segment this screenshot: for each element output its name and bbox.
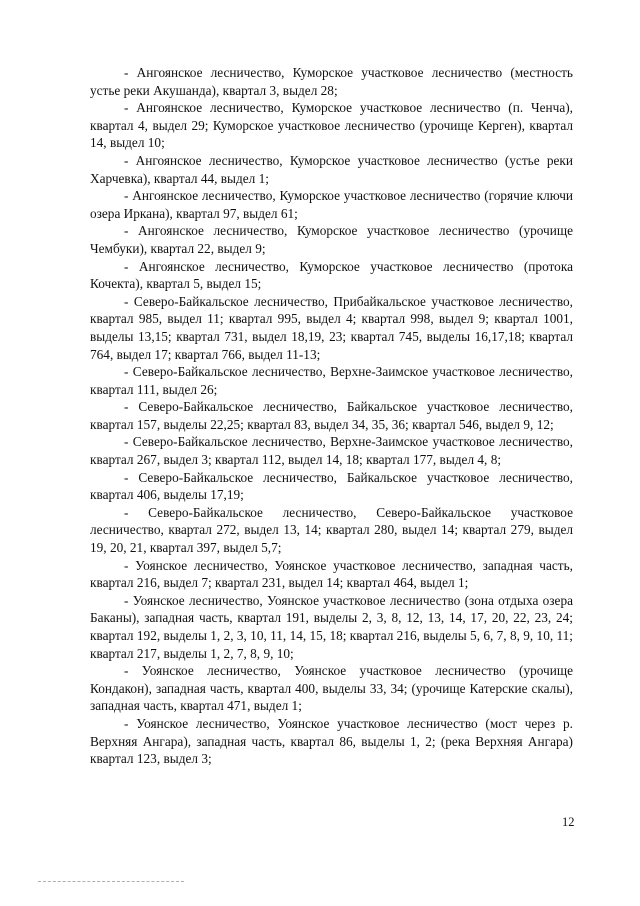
list-item: - Уоянское лесничество, Уоянское участковое лесничество (урочище Кондакон), западная часть, квартал 400, выделы 33, 34; (урочище Катерские скалы), западная часть, квартал 471, выдел 1;	[90, 663, 573, 714]
list-item: - Уоянское лесничество, Уоянское участковое лесничество, западная часть, квартал 216, выдел 7; квартал 231, выдел 14; квартал 464, выдел 1;	[90, 557, 573, 591]
footer-divider	[38, 881, 184, 883]
list-item: - Ангоянское лесничество, Куморское участковое лесничество (устье реки Харчевка), квартал 44, выдел 1;	[90, 152, 573, 186]
list-item: - Северо-Байкальское лесничество, Северо-Байкальское участковое лесничество, квартал 272, выдел 13, 14; квартал 280, выдел 14; квартал 279, выдел 19, 20, 21, квартал 397, выдел 5,7;	[90, 504, 573, 556]
list-item: - Уоянское лесничество, Уоянское участковое лесничество (мост через р. Верхняя Ангара), западная часть, квартал 86, выделы 1, 2; (река Верхняя Ангара) квартал 123, выдел 3;	[90, 715, 573, 767]
list-item: - Северо-Байкальское лесничество, Прибайкальское участковое лесничество, квартал 985, выдел 11; квартал 995, выдел 4; квартал 998, выдел 9; квартал 1001, выделы 13,15; квартал 731, выдел 18,19, 23; квартал 745, выделы 16,17,18; квартал 764, выдел 17; квартал 766, выдел 11-13;	[90, 293, 573, 362]
list-item: - Ангоянское лесничество, Куморское участковое лесничество (местность устье реки Акушанда), квартал 3, выдел 28;	[90, 65, 573, 98]
list-item: - Ангоянское лесничество, Куморское участковое лесничество (протока Кочекта), квартал 5, выдел 15;	[90, 258, 573, 292]
list-item: - Ангоянское лесничество, Куморское участковое лесничество (п. Ченча), квартал 4, выдел 29; Куморское участковое лесничество (урочище Керген), квартал 14, выдел 10;	[90, 100, 573, 151]
list-item: - Уоянское лесничество, Уоянское участковое лесничество (зона отдыха озера Баканы), западная часть, квартал 191, выделы 2, 3, 8, 12, 13, 14, 17, 20, 22, 23, 24; квартал 192, выделы 1, 2, 3, 10, 11, 14, 15, 18; квартал 216, выделы 5, 6, 7, 8, 9, 10, 11; квартал 217, выделы 1, 2, 7, 8, 9, 10;	[90, 592, 573, 661]
list-item: - Северо-Байкальское лесничество, Байкальское участковое лесничество, квартал 406, выделы 17,19;	[90, 469, 573, 503]
list-item: - Северо-Байкальское лесничество, Байкальское участковое лесничество, квартал 157, выделы 22,25; квартал 83, выдел 34, 35, 36; квартал 546, выдел 9, 12;	[90, 399, 573, 432]
list-item: - Северо-Байкальское лесничество, Верхне-Заимское участковое лесничество, квартал 111, выдел 26;	[90, 364, 573, 397]
list-item: - Ангоянское лесничество, Куморское участковое лесничество (горячие ключи озера Иркана), квартал 97, выдел 61;	[90, 188, 573, 221]
list-item: - Ангоянское лесничество, Куморское участковое лесничество (урочище Чембуки), квартал 22, выдел 9;	[90, 223, 573, 256]
list-item: - Северо-Байкальское лесничество, Верхне-Заимское участковое лесничество, квартал 267, выдел 3; квартал 112, выдел 14, 18; квартал 177, выдел 4, 8;	[90, 434, 573, 468]
page-number: 12	[562, 815, 575, 829]
document-body	[90, 64, 573, 768]
